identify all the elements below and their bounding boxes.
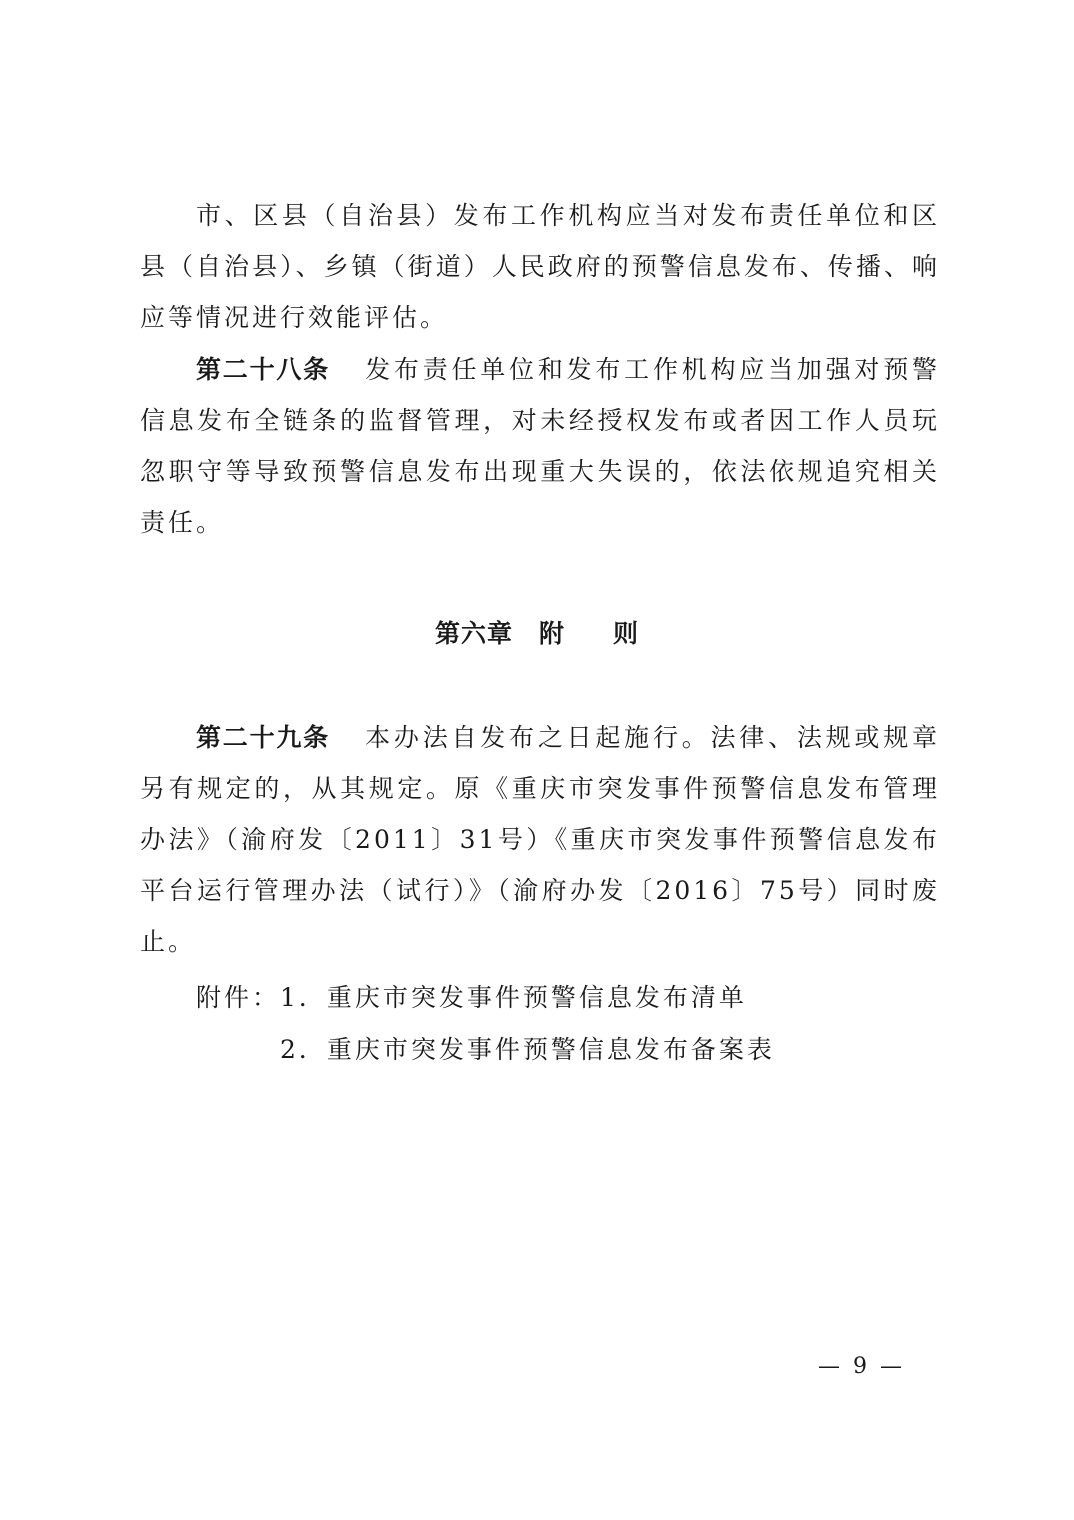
chapter-title-part-2: 则 — [613, 619, 640, 648]
attachment-item-1 — [196, 976, 747, 1020]
article-heading: 第二十九条 — [196, 723, 330, 752]
page-number: — 9 — — [818, 1354, 905, 1379]
attachment-text: 1．重庆市突发事件预警信息发布清单 — [280, 983, 747, 1012]
chapter-title — [0, 612, 1074, 656]
article-28 — [140, 344, 940, 548]
attachment-item-2 — [280, 1028, 775, 1072]
attachment-label: 附件： — [196, 983, 281, 1012]
article-29 — [140, 712, 940, 967]
article-body: 本办法自发布之日起施行。法律、法规或规章另有规定的，从其规定。原《重庆市突发事件预警信息发布管理办法》（渝府发〔2011〕31号）《重庆市突发事件预警信息发布平台运行管理办法（试行）》（渝府办发〔2016〕75号）同时废止。 — [140, 723, 940, 956]
article-heading: 第二十八条 — [196, 355, 330, 384]
chapter-title-part-1: 附 — [538, 619, 565, 648]
paragraph-efficiency-assessment — [140, 190, 940, 343]
attachment-text: 2．重庆市突发事件预警信息发布备案表 — [280, 1035, 775, 1064]
paragraph-text: 市、区县（自治县）发布工作机构应当对发布责任单位和区县（自治县）、乡镇（街道）人民政府的预警信息发布、传播、响应等情况进行效能评估。 — [140, 201, 940, 332]
article-body: 发布责任单位和发布工作机构应当加强对预警信息发布全链条的监督管理，对未经授权发布或者因工作人员玩忽职守等导致预警信息发布出现重大失误的，依法依规追究相关责任。 — [140, 355, 940, 537]
chapter-number: 第六章 — [434, 619, 513, 648]
